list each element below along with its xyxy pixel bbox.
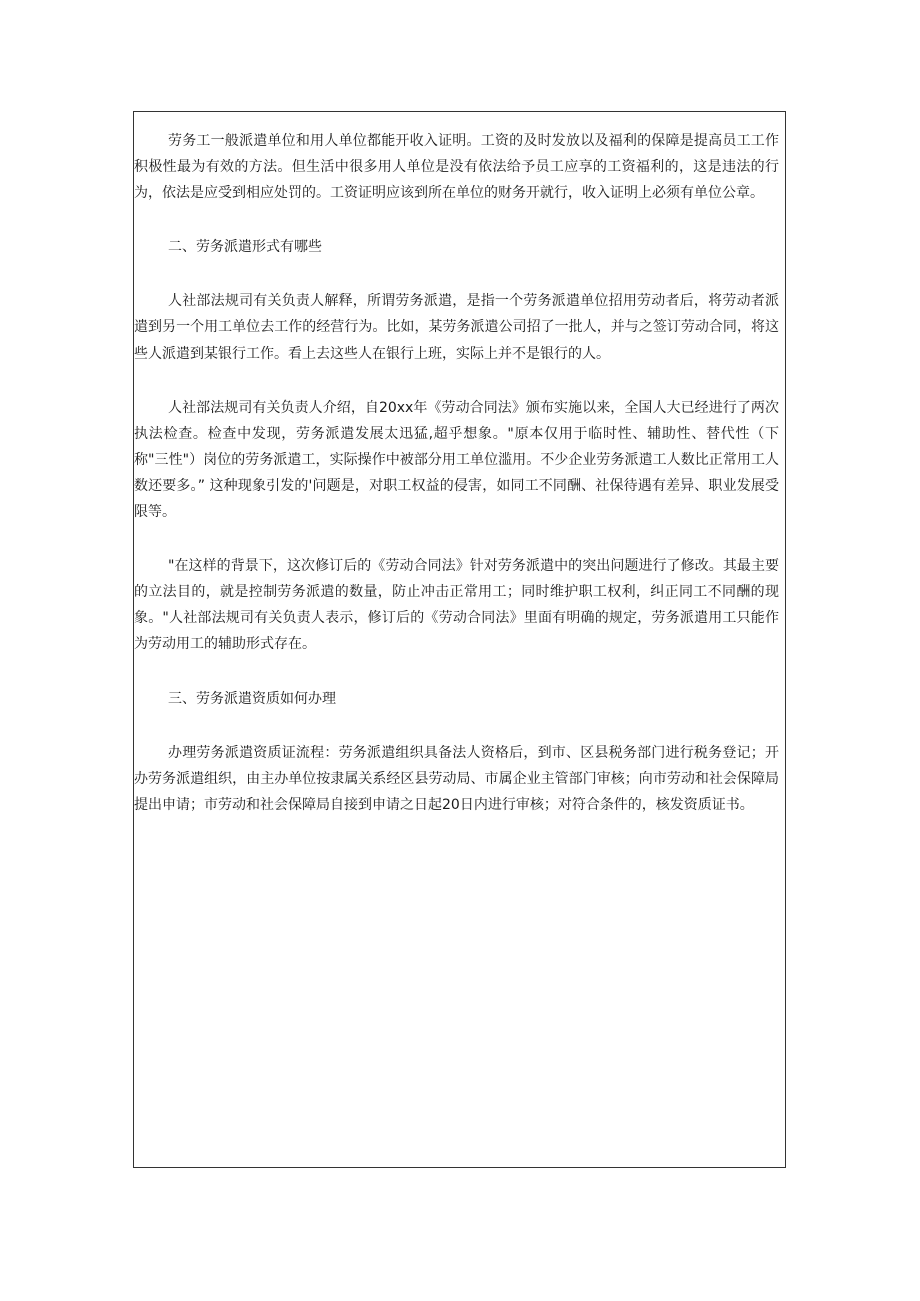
paragraph-inspection: 人社部法规司有关负责人介绍，自20xx年《劳动合同法》颁布实施以来，全国人大已经进行了两次执法检查。检查中发现，劳务派遣发展太迅猛,超乎想象。"原本仅用于临时性、辅助性、替代性（下称"三性"）岗位的劳务派遣工，实际操作中被部分用工单位滥用。不少企业劳务派遣工人数比正常用工人数还要多。” 这种现象引发的'问题是，对职工权益的侵害，如同工不同酬、社保待遇有差异、职业发展受限等。 [134, 399, 779, 521]
paragraph-gap [168, 369, 779, 395]
paragraph-income-proof: 劳务工一般派遣单位和用人单位都能开收入证明。工资的及时发放以及福利的保障是提高员工工作积极性最为有效的方法。但生活中很多用人单位是没有依法给予员工应享的工资福利的，这是违法的行为，依法是应受到相应处罚的。工资证明应该到所在单位的财务开就行，收入证明上必须有单位公章。 [134, 133, 779, 202]
paragraph-gap [168, 208, 779, 234]
paragraph-gap [168, 262, 779, 288]
paragraph-gap [168, 714, 779, 740]
document-frame [133, 111, 786, 1168]
paragraph-definition: 人社部法规司有关负责人解释，所谓劳务派遣，是指一个劳务派遣单位招用劳动者后，将劳动者派遣到另一个用工单位去工作的经营行为。比如，某劳务派遣公司招了一批人，并与之签订劳动合同，将这些人派遣到某银行工作。看上去这些人在银行上班，实际上并不是银行的人。 [134, 293, 779, 362]
paragraph-qualification-process: 办理劳务派遣资质证流程：劳务派遣组织具备法人资格后，到市、区县税务部门进行税务登记；开办劳务派遣组织，由主办单位按隶属关系经区县劳动局、市属企业主管部门审核；向市劳动和社会保障局提出申请；市劳动和社会保障局自接到申请之日起20日内进行审核；对符合条件的，核发资质证书。 [134, 744, 779, 813]
paragraph-gap [168, 527, 779, 553]
section-heading-3: 三、劳务派遣资质如何办理 [168, 690, 336, 707]
paragraph-gap [168, 660, 779, 686]
section-heading-2: 二、劳务派遣形式有哪些 [168, 239, 322, 256]
paragraph-revision: "在这样的背景下，这次修订后的《劳动合同法》针对劳务派遣中的突出问题进行了修改。其最主要的立法目的，就是控制劳务派遣的数量，防止冲击正常用工；同时维护职工权利，纠正同工不同酬的现象。"人社部法规司有关负责人表示，修订后的《劳动合同法》里面有明确的规定，劳务派遣用工只能作为劳动用工的辅助形式存在。 [134, 558, 779, 653]
